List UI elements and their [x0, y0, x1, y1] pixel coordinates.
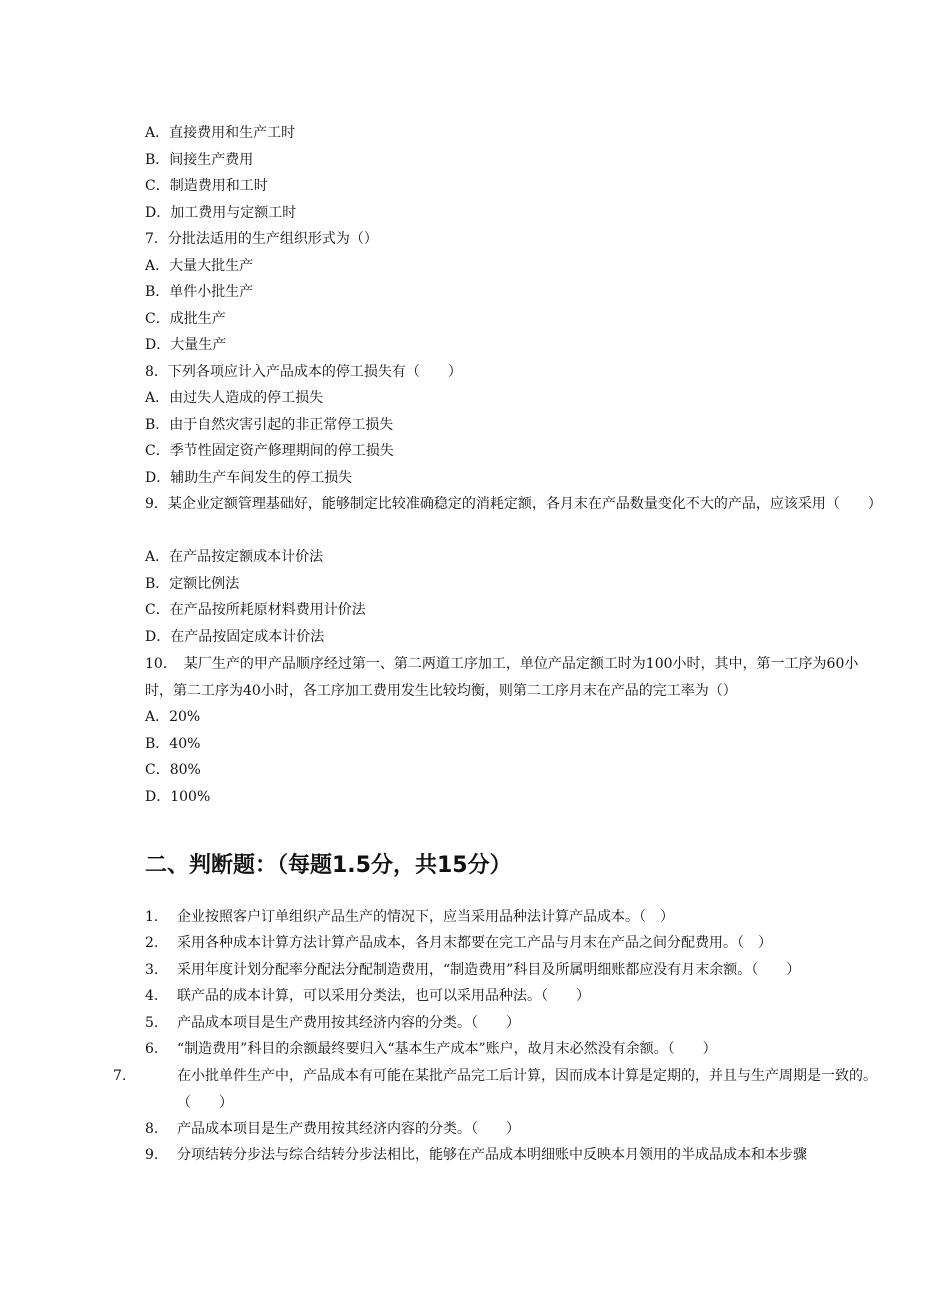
judgment-item [145, 1010, 875, 1037]
item-text: 在小批单件生产中，产品成本有可能在某批产品完工后计算，因而成本计算是定期的，并且与生产周期是一致的。（ ） [177, 1068, 877, 1111]
question-line: 7．分批法适用的生产组织形式为（） [145, 231, 378, 247]
item-number: 7. [113, 1068, 127, 1084]
item-number: 8. [145, 1121, 159, 1137]
judgment-item [145, 904, 875, 931]
judgment-item [145, 957, 875, 984]
option-line: A．由过失人造成的停工损失 [145, 390, 324, 406]
option-line: C．在产品按所耗原材料费用计价法 [145, 602, 366, 618]
option-line: A．在产品按定额成本计价法 [145, 549, 324, 565]
judgment-item [113, 1063, 907, 1116]
option-line: D．在产品按固定成本计价法 [145, 629, 325, 645]
judgment-item [145, 983, 875, 1010]
option-line: C．成批生产 [145, 311, 226, 327]
option-line: B．由于自然灾害引起的非正常停工损失 [145, 417, 394, 433]
option-line: C．制造费用和工时 [145, 178, 268, 194]
judgment-item [145, 1036, 875, 1063]
section-heading: 二、判断题：（每题1.5分，共15分） [145, 853, 512, 878]
option-line: A．20% [145, 709, 201, 725]
question-line: 10． 某厂生产的甲产品顺序经过第一、第二两道工序加工，单位产品定额工时为100小时，其中，第一工序为60小时，第二工序为40小时，各工序加工费用发生比较均衡，则第二工序月末在产品的完工率为（） [145, 656, 859, 699]
item-text: 联产品的成本计算，可以采用分类法，也可以采用品种法。（ ） [177, 988, 590, 1004]
option-line: B．间接生产费用 [145, 152, 254, 168]
item-text: “制造费用”科目的余额最终要归入“基本生产成本”账户，故月末必然没有余额。（ ） [177, 1041, 717, 1057]
item-text: 采用各种成本计算方法计算产品成本，各月末都要在完工产品与月末在产品之间分配费用。（ ） [177, 935, 772, 951]
option-line: B．40% [145, 736, 201, 752]
option-line: D．辅助生产车间发生的停工损失 [145, 470, 353, 486]
judgment-item [145, 1142, 875, 1169]
option-line: B．定额比例法 [145, 576, 240, 592]
question-line: 9．某企业定额管理基础好，能够制定比较准确稳定的消耗定额，各月末在产品数量变化不大的产品，应该采用（ ） [145, 496, 882, 512]
question-line: 8．下列各项应计入产品成本的停工损失有（ ） [145, 364, 462, 380]
item-number: 5. [145, 1015, 159, 1031]
option-line: A．大量大批生产 [145, 258, 254, 274]
item-number: 6. [145, 1041, 159, 1057]
item-number: 4. [145, 988, 159, 1004]
item-number: 9. [145, 1147, 159, 1163]
item-number: 2. [145, 935, 159, 951]
option-line: D．100% [145, 789, 211, 805]
judgment-item [145, 930, 875, 957]
judgment-item [145, 1116, 875, 1143]
item-text: 采用年度计划分配率分配法分配制造费用，“制造费用”科目及所属明细账都应没有月末余额。（ ） [177, 962, 801, 978]
item-text: 企业按照客户订单组织产品生产的情况下，应当采用品种法计算产品成本。（ ） [177, 909, 674, 925]
option-line: B．单件小批生产 [145, 284, 254, 300]
item-number: 1. [145, 909, 159, 925]
item-text: 分项结转分步法与综合结转分步法相比，能够在产品成本明细账中反映本月领用的半成品成本和本步骤 [177, 1147, 807, 1163]
option-line: D．大量生产 [145, 337, 227, 353]
item-number: 3. [145, 962, 159, 978]
item-text: 产品成本项目是生产费用按其经济内容的分类。（ ） [177, 1121, 520, 1137]
option-line: C．季节性固定资产修理期间的停工损失 [145, 443, 394, 459]
option-line: A．直接费用和生产工时 [145, 125, 296, 141]
item-text: 产品成本项目是生产费用按其经济内容的分类。（ ） [177, 1015, 520, 1031]
option-line: D．加工费用与定额工时 [145, 205, 297, 221]
option-line: C．80% [145, 762, 201, 778]
